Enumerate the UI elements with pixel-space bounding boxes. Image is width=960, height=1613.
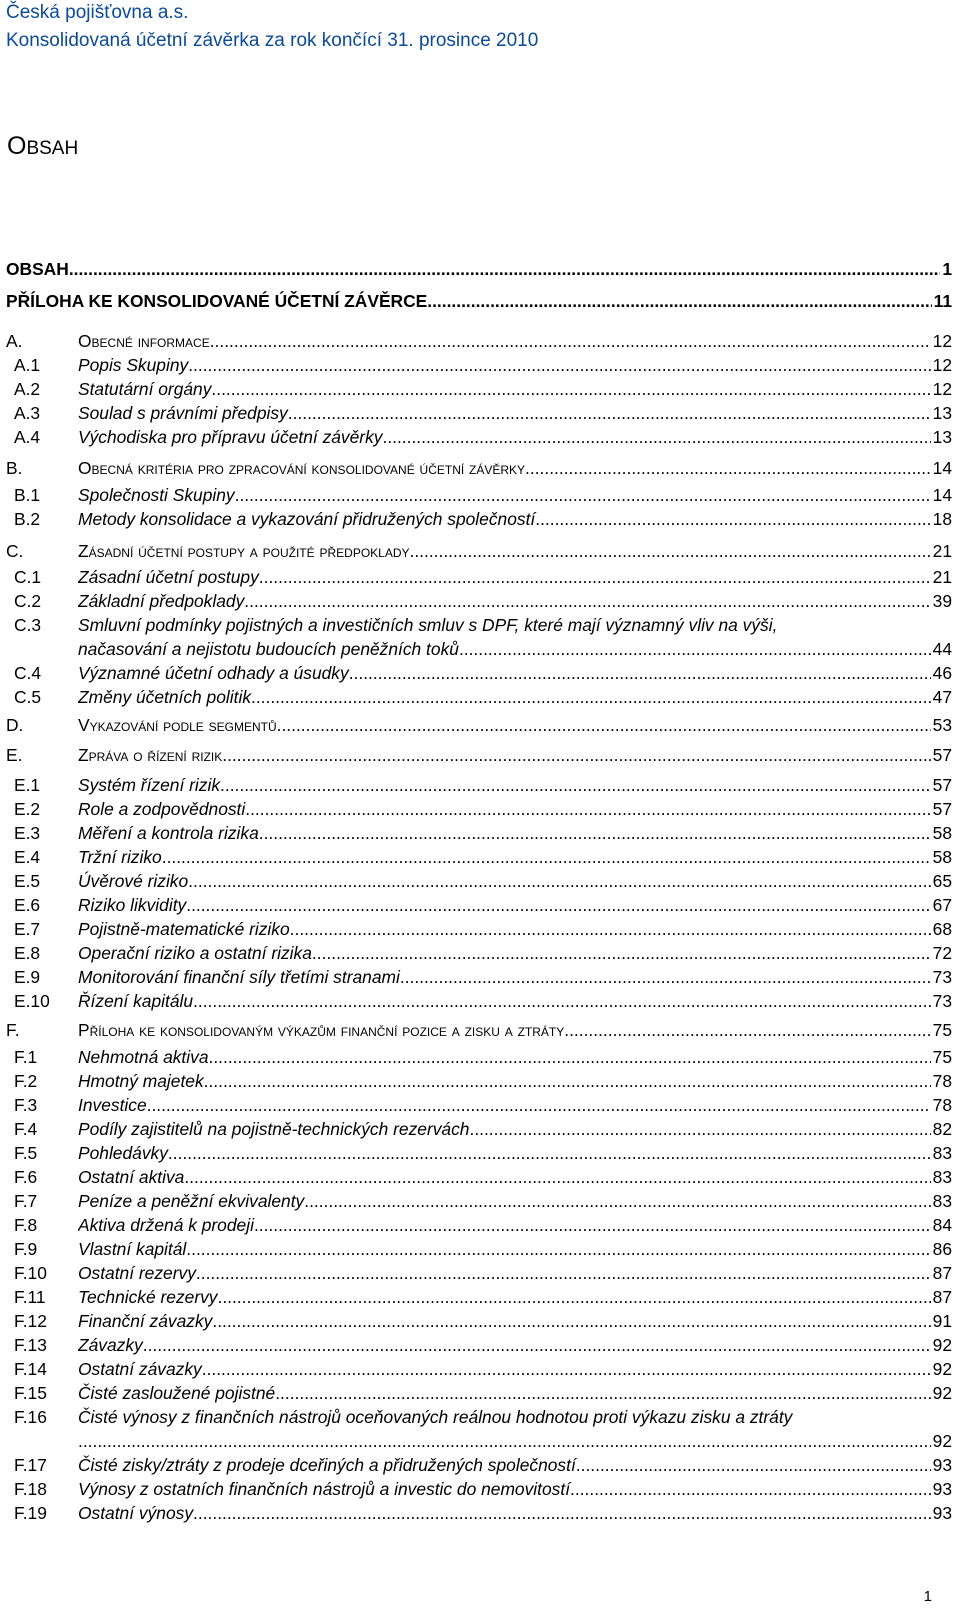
toc-entry-label: Role a zodpovědnosti <box>78 799 246 819</box>
toc-entry-page: 57 <box>932 745 952 765</box>
toc-leader-dots <box>143 1334 931 1356</box>
toc-leader-dots <box>162 846 931 868</box>
toc-leader-dots <box>193 1502 931 1524</box>
toc-leader-dots <box>570 1478 931 1500</box>
toc-entry[interactable] <box>0 354 960 378</box>
toc-entry[interactable] <box>0 966 960 990</box>
toc-entry-label: Metody konsolidace a vykazování přidružených společností <box>78 509 536 529</box>
toc-entry-label: Systém řízení rizik <box>78 775 221 795</box>
toc-entry[interactable] <box>0 1286 960 1310</box>
toc-entry-number: B.1 <box>14 485 41 505</box>
toc-entry[interactable] <box>0 1190 960 1214</box>
toc-entry-page: 92 <box>932 1335 952 1355</box>
toc-entry-label: Obecné informace <box>78 331 210 351</box>
toc-entry-number: F.6 <box>14 1167 38 1187</box>
toc-entry-label: Zásadní účetní postupy <box>78 567 259 587</box>
toc-entry-number: E.6 <box>14 895 41 915</box>
toc-entry-page: 11 <box>933 291 952 311</box>
toc-entry-label: Nehmotná aktiva <box>78 1047 209 1067</box>
toc-entry-number: A.3 <box>14 403 41 423</box>
toc-entry[interactable] <box>0 1166 960 1190</box>
toc-entry[interactable] <box>0 744 960 768</box>
toc-entry-number: C.2 <box>14 591 42 611</box>
toc-entry-label: Zpráva o řízení rizik <box>78 745 223 765</box>
toc-entry[interactable] <box>0 1406 960 1451</box>
toc-entry-page: 73 <box>932 967 952 987</box>
toc-entry[interactable] <box>0 870 960 894</box>
toc-entry[interactable] <box>0 846 960 870</box>
toc-entry-page: 87 <box>932 1263 952 1283</box>
toc-leader-dots <box>576 1454 931 1476</box>
toc-entry-number: A.1 <box>14 355 41 375</box>
toc-entry-label: Příloha ke konsolidovaným výkazům finanční pozice a zisku a ztráty <box>78 1020 565 1040</box>
toc-entry-label: Obecná kritéria pro zpracování konsolidované účetní závěrky <box>78 458 526 478</box>
toc-entry-label: Peníze a peněžní ekvivalenty <box>78 1191 305 1211</box>
toc-entry-label: Podíly zajistitelů na pojistně-technických rezervách <box>78 1119 470 1139</box>
toc-entry[interactable] <box>0 774 960 798</box>
toc-entry[interactable] <box>0 894 960 918</box>
toc-entry[interactable] <box>0 1094 960 1118</box>
toc-entry-number: F.17 <box>14 1455 47 1475</box>
toc-leader-dots <box>188 870 930 892</box>
toc-leader-dots <box>349 662 931 684</box>
toc-entry[interactable] <box>0 508 960 532</box>
toc-entry-label: Ostatní aktiva <box>78 1167 185 1187</box>
toc-leader-dots <box>410 540 931 562</box>
toc-entry-label: Riziko likvidity <box>78 895 187 915</box>
toc-entry[interactable] <box>0 686 960 710</box>
toc-entry-label: Východiska pro přípravu účetní závěrky <box>78 427 383 447</box>
toc-entry-page: 84 <box>932 1215 952 1235</box>
toc-entry-label: Ostatní závazky <box>78 1359 202 1379</box>
toc-leader-dots <box>78 1430 931 1452</box>
toc-leader-dots <box>218 1286 931 1308</box>
toc-entry-number: F.12 <box>14 1311 47 1331</box>
toc-leader-dots <box>220 774 931 796</box>
toc-entry-number: E.7 <box>14 919 41 939</box>
toc-entry-label: Smluvní podmínky pojistných a investičních smluv s DPF, které mají významný vliv na výši, <box>78 615 778 635</box>
toc-entry-page: 68 <box>932 919 952 939</box>
toc-leader-dots <box>202 1358 931 1380</box>
toc-entry[interactable] <box>0 1262 960 1286</box>
toc-entry-number: C. <box>6 541 24 561</box>
toc-entry-number: F.19 <box>14 1503 47 1523</box>
toc-entry-number: A.2 <box>14 379 41 399</box>
toc-entry-page: 57 <box>932 775 952 795</box>
toc-entry-number: C.4 <box>14 663 42 683</box>
toc-entry[interactable] <box>0 1358 960 1382</box>
page-title-rest: BSAH <box>26 138 79 159</box>
toc-entry-page: 1 <box>942 259 952 279</box>
toc-entry-number: D. <box>6 715 24 735</box>
toc-entry-number: A.4 <box>14 427 41 447</box>
toc-entry-label: Významné účetní odhady a úsudky <box>78 663 349 683</box>
toc-entry-number: B. <box>6 458 23 478</box>
toc-entry-number: F.11 <box>14 1287 46 1307</box>
toc-entry-page: 92 <box>932 1359 952 1379</box>
toc-entry-number: F.13 <box>14 1335 47 1355</box>
toc-entry[interactable] <box>0 1478 960 1502</box>
toc-entry-page: 14 <box>932 485 952 505</box>
toc-entry-number: F.14 <box>14 1359 47 1379</box>
toc-entry-page: 65 <box>932 871 952 891</box>
toc-leader-dots <box>204 1070 931 1092</box>
toc-entry-number: F.2 <box>14 1071 38 1091</box>
toc-entry-number: F.10 <box>14 1263 47 1283</box>
toc-entry-page: 39 <box>932 591 952 611</box>
toc-entry-page: 58 <box>932 823 952 843</box>
toc-entry-page: 18 <box>932 509 952 529</box>
toc-entry[interactable] <box>0 330 960 354</box>
toc-leader-dots <box>259 822 931 844</box>
toc-entry-label: Výnosy z ostatních finančních nástrojů a investic do nemovitostí <box>78 1479 571 1499</box>
toc-leader-dots <box>275 1382 930 1404</box>
toc-entry[interactable] <box>0 614 960 659</box>
toc-entry-number: E. <box>6 745 23 765</box>
toc-entry-page: 93 <box>932 1503 952 1523</box>
toc-entry-label: Čisté zasloužené pojistné <box>78 1383 276 1403</box>
toc-entry-label: Soulad s právními předpisy <box>78 403 288 423</box>
toc-leader-dots <box>254 1214 931 1236</box>
toc-leader-dots <box>222 744 930 766</box>
toc-leader-dots <box>212 1310 930 1332</box>
toc-entry-number: C.5 <box>14 687 42 707</box>
toc-entry-label: Operační riziko a ostatní rizika <box>78 943 312 963</box>
toc-entry-label: Technické rezervy <box>78 1287 218 1307</box>
toc-entry[interactable] <box>0 402 960 426</box>
toc-leader-dots <box>304 1190 930 1212</box>
toc-entry-page: 87 <box>932 1287 952 1307</box>
toc-entry-number: F.3 <box>14 1095 38 1115</box>
toc-entry[interactable] <box>0 822 960 846</box>
toc-entry[interactable] <box>0 1070 960 1094</box>
toc-entry[interactable] <box>0 1334 960 1358</box>
toc-entry-label: Hmotný majetek <box>78 1071 204 1091</box>
toc-entry-page: 78 <box>932 1071 952 1091</box>
toc-entry-number: F.9 <box>14 1239 38 1259</box>
toc-entry-page: 12 <box>932 379 952 399</box>
toc-entry-page: 58 <box>932 847 952 867</box>
toc-entry[interactable] <box>0 258 960 282</box>
toc-leader-dots <box>186 894 930 916</box>
toc-entry-page: 93 <box>932 1455 952 1475</box>
toc-entry-number: E.3 <box>14 823 41 843</box>
toc-leader-dots <box>235 484 931 506</box>
toc-entry[interactable] <box>0 1238 960 1262</box>
toc-leader-dots <box>290 918 931 940</box>
toc-entry-label: Pojistně-matematické riziko <box>78 919 290 939</box>
toc-entry-page: 91 <box>932 1311 952 1331</box>
page-title-initial: O <box>7 132 27 160</box>
toc-entry[interactable] <box>0 426 960 450</box>
toc-entry-label: Investice <box>78 1095 147 1115</box>
toc-entry-page: 73 <box>932 991 952 1011</box>
toc-leader-dots <box>259 566 931 588</box>
toc-entry-label: Společnosti Skupiny <box>78 485 235 505</box>
toc-entry[interactable] <box>0 714 960 738</box>
toc-entry[interactable] <box>0 290 960 314</box>
toc-entry-page: 83 <box>932 1167 952 1187</box>
toc-leader-dots <box>525 457 931 479</box>
toc-entry[interactable] <box>0 378 960 402</box>
toc-leader-dots <box>210 330 931 352</box>
toc-entry-label: Čisté zisky/ztráty z prodeje dceřiných a přidružených společností <box>78 1455 576 1475</box>
toc-entry-label: Finanční závazky <box>78 1311 213 1331</box>
toc-entry-number: F.1 <box>14 1047 38 1067</box>
toc-entry-number: F.15 <box>14 1383 47 1403</box>
toc-entry[interactable] <box>0 990 960 1014</box>
toc-leader-dots <box>459 638 931 660</box>
toc-entry-label: Úvěrové riziko <box>78 871 189 891</box>
toc-entry-page: 12 <box>932 331 952 351</box>
toc-entry-number: E.1 <box>14 775 41 795</box>
toc-entry-label: Ostatní výnosy <box>78 1503 194 1523</box>
toc-entry-number: E.9 <box>14 967 41 987</box>
toc-entry-number: F.18 <box>14 1479 47 1499</box>
toc-leader-dots <box>535 508 930 530</box>
toc-leader-dots <box>196 1262 931 1284</box>
toc-entry[interactable] <box>0 662 960 686</box>
toc-entry-number: F.5 <box>14 1143 38 1163</box>
toc-entry-page: 53 <box>932 715 952 735</box>
toc-entry-number: B.2 <box>14 509 41 529</box>
toc-leader-dots <box>427 290 931 312</box>
toc-leader-dots <box>184 1166 930 1188</box>
toc-leader-dots <box>211 378 930 400</box>
toc-entry-number: A. <box>6 331 23 351</box>
toc-entry-label: Měření a kontrola rizika <box>78 823 259 843</box>
toc-entry[interactable] <box>0 457 960 481</box>
toc-entry[interactable] <box>0 1382 960 1406</box>
toc-leader-dots <box>69 258 941 280</box>
toc-entry-label: Řízení kapitálu <box>78 991 194 1011</box>
toc-entry-number: F.7 <box>14 1191 38 1211</box>
toc-entry-number: E.10 <box>14 991 50 1011</box>
toc-entry[interactable] <box>0 1502 960 1526</box>
toc-leader-dots <box>245 798 930 820</box>
toc-entry-page: 14 <box>932 458 952 478</box>
toc-entry-page: 72 <box>932 943 952 963</box>
toc-entry-label: PŘÍLOHA KE KONSOLIDOVANÉ ÚČETNÍ ZÁVĚRCE <box>6 291 428 311</box>
toc-entry-page: 93 <box>932 1479 952 1499</box>
toc-entry-label: Pohledávky <box>78 1143 168 1163</box>
toc-entry-label: Vlastní kapitál <box>78 1239 187 1259</box>
toc-entry-number: C.3 <box>14 615 42 635</box>
toc-entry[interactable] <box>0 566 960 590</box>
toc-entry-number: F. <box>6 1020 20 1040</box>
toc-entry-page: 21 <box>932 541 952 561</box>
toc-entry[interactable] <box>0 1310 960 1334</box>
toc-entry-number: E.5 <box>14 871 41 891</box>
toc-entry-page: 13 <box>932 427 952 447</box>
toc-entry-page: 46 <box>932 663 952 683</box>
toc-entry-label: Základní předpoklady <box>78 591 245 611</box>
toc-entry[interactable] <box>0 942 960 966</box>
toc-leader-dots <box>168 1142 931 1164</box>
toc-entry-page: 92 <box>932 1383 952 1403</box>
toc-entry-page: 78 <box>932 1095 952 1115</box>
toc-entry-label: Aktiva držená k prodeji <box>78 1215 254 1235</box>
toc-entry-label: Monitorování finanční síly třetími stranami <box>78 967 400 987</box>
toc-entry[interactable] <box>0 918 960 942</box>
toc-entry[interactable] <box>0 590 960 614</box>
toc-entry-page: 82 <box>932 1119 952 1139</box>
toc-entry-label: Tržní riziko <box>78 847 162 867</box>
toc-entry[interactable] <box>0 1046 960 1070</box>
toc-entry-number: F.16 <box>14 1407 47 1427</box>
company-name: Česká pojišťovna a.s. <box>6 2 189 23</box>
toc-leader-dots <box>244 590 930 612</box>
toc-entry[interactable] <box>0 1454 960 1478</box>
toc-entry[interactable] <box>0 1118 960 1142</box>
toc-entry[interactable] <box>0 1214 960 1238</box>
toc-entry-label: Čisté výnosy z finančních nástrojů oceňovaných reálnou hodnotou proti výkazu zisku a ztráty <box>78 1407 793 1427</box>
toc-leader-dots <box>400 966 931 988</box>
toc-entry-number: E.4 <box>14 847 41 867</box>
toc-entry-number: E.8 <box>14 943 41 963</box>
toc-entry-page: 44 <box>932 639 952 659</box>
toc-leader-dots <box>564 1019 930 1041</box>
toc-entry-label: Změny účetních politik <box>78 687 252 707</box>
toc-entry-page: 47 <box>932 687 952 707</box>
toc-leader-dots <box>188 354 930 376</box>
toc-entry-page: 21 <box>932 567 952 587</box>
toc-leader-dots <box>288 402 931 424</box>
toc-leader-dots <box>209 1046 931 1068</box>
toc-entry-page: 92 <box>932 1431 952 1451</box>
toc-entry-page: 67 <box>932 895 952 915</box>
toc-leader-dots <box>277 714 931 736</box>
toc-entry[interactable] <box>0 798 960 822</box>
toc-entry-page: 75 <box>932 1020 952 1040</box>
toc-entry-page: 13 <box>932 403 952 423</box>
toc-entry-label: Ostatní rezervy <box>78 1263 196 1283</box>
toc-entry-page: 83 <box>932 1191 952 1211</box>
toc-leader-dots <box>193 990 931 1012</box>
toc-entry-label: Vykazování podle segmentů <box>78 715 277 735</box>
toc-leader-dots <box>469 1118 930 1140</box>
toc-leader-dots <box>251 686 931 708</box>
toc-entry-number: E.2 <box>14 799 41 819</box>
toc-leader-dots <box>382 426 930 448</box>
toc-entry-label: Zásadní účetní postupy a použité předpoklady <box>78 541 410 561</box>
toc-entry-page: 83 <box>932 1143 952 1163</box>
toc-entry-number: C.1 <box>14 567 42 587</box>
toc-leader-dots <box>312 942 931 964</box>
toc-leader-dots <box>147 1094 931 1116</box>
toc-entry[interactable] <box>0 484 960 508</box>
toc-entry-number: F.4 <box>14 1119 38 1139</box>
toc-entry[interactable] <box>0 1142 960 1166</box>
toc-entry-label: Statutární orgány <box>78 379 212 399</box>
document-subtitle: Konsolidovaná účetní závěrka za rok končící 31. prosince 2010 <box>6 30 539 51</box>
toc-entry[interactable] <box>0 540 960 564</box>
toc-leader-dots <box>186 1238 930 1260</box>
toc-entry-label: OBSAH <box>6 259 69 279</box>
toc-entry[interactable] <box>0 1019 960 1043</box>
toc-entry-page: 86 <box>932 1239 952 1259</box>
toc-entry-label: Popis Skupiny <box>78 355 189 375</box>
toc-entry-page: 12 <box>932 355 952 375</box>
toc-entry-page: 57 <box>932 799 952 819</box>
toc-entry-page: 75 <box>932 1047 952 1067</box>
toc-entry-label: Závazky <box>78 1335 143 1355</box>
toc-entry-label-continued: načasování a nejistotu budoucích peněžních toků <box>78 639 459 659</box>
toc-entry-number: F.8 <box>14 1215 38 1235</box>
page-number: 1 <box>923 1588 932 1605</box>
